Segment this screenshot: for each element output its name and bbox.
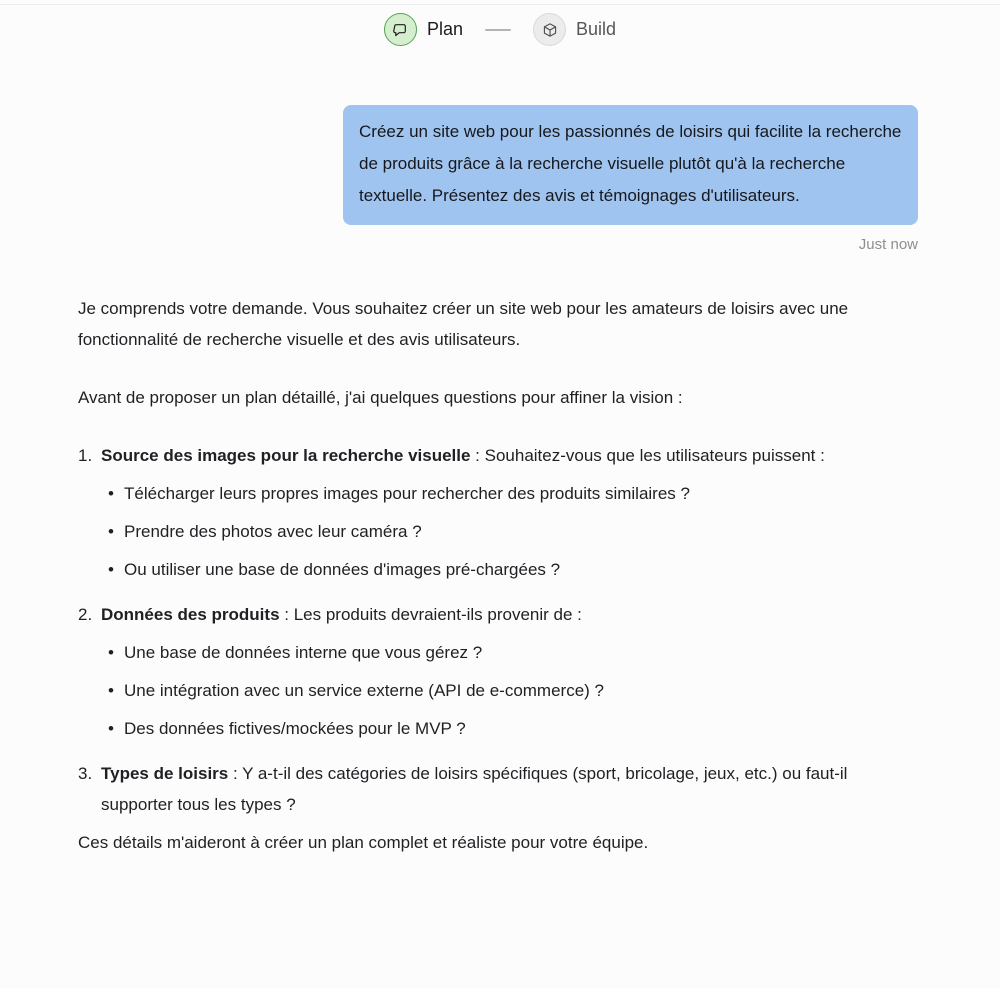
cube-icon xyxy=(542,22,558,38)
build-step-circle xyxy=(533,13,566,46)
bullet-item: • Une intégration avec un service externe (API de e-commerce) ? xyxy=(101,675,918,706)
list-item-number: 2. xyxy=(78,605,93,624)
plan-step-circle xyxy=(384,13,417,46)
step-plan[interactable] xyxy=(384,13,463,46)
user-message-bubble: Créez un site web pour les passionnés de loisirs qui facilite la recherche de produits grâce à la recherche visuelle plutôt qu'à la recherche textuelle. Présentez des avis et témoignages d'utilisateurs. xyxy=(343,105,918,225)
plan-step-label: Plan xyxy=(426,19,463,39)
list-item-title: Source des images pour la recherche visuelle xyxy=(101,446,471,465)
step-connector-line xyxy=(485,29,511,31)
chat-bubble-icon xyxy=(392,22,408,38)
assistant-intro-paragraph: Je comprends votre demande. Vous souhaitez créer un site web pour les amateurs de loisirs avec une fonctionnalité de recherche visuelle et des avis utilisateurs. xyxy=(78,299,849,349)
bullet-item: • Ou utiliser une base de données d'images pré-chargées ? xyxy=(101,554,918,585)
assistant-message xyxy=(78,293,918,858)
list-item xyxy=(78,440,918,592)
list-item xyxy=(78,758,918,820)
list-item-title: Types de loisirs xyxy=(101,764,229,783)
list-item-title: Données des produits xyxy=(101,605,280,624)
list-item-text: : Les produits devraient-ils provenir de : xyxy=(279,605,582,624)
list-item-text: : Y a-t-il des catégories de loisirs spécifiques (sport, bricolage, jeux, etc.) ou faut-il supporter tous les types ? xyxy=(101,764,848,814)
list-item-number: 1. xyxy=(78,446,93,465)
list-item-text: : Souhaitez-vous que les utilisateurs puissent : xyxy=(470,446,825,465)
message-timestamp: Just now xyxy=(858,236,918,253)
sub-bullet-list xyxy=(101,637,918,744)
list-item xyxy=(78,599,918,751)
assistant-questions-lead: Avant de proposer un plan détaillé, j'ai quelques questions pour affiner la vision : xyxy=(78,388,683,407)
list-item-number: 3. xyxy=(78,764,93,783)
assistant-closing-paragraph: Ces détails m'aideront à créer un plan complet et réaliste pour votre équipe. xyxy=(78,833,649,852)
questions-ordered-list xyxy=(78,440,918,820)
bullet-item: • Une base de données interne que vous gérez ? xyxy=(101,637,918,668)
chat-content xyxy=(78,105,918,858)
top-divider xyxy=(0,4,1000,5)
build-step-label: Build xyxy=(576,19,617,39)
sub-bullet-list xyxy=(101,478,918,585)
bullet-item: • Prendre des photos avec leur caméra ? xyxy=(101,516,918,547)
bullet-item: • Des données fictives/mockées pour le MVP ? xyxy=(101,713,918,744)
user-message-row xyxy=(78,105,918,225)
bullet-item: • Télécharger leurs propres images pour rechercher des produits similaires ? xyxy=(101,478,918,509)
plan-build-stepper xyxy=(0,0,1000,46)
step-build[interactable] xyxy=(533,13,616,46)
